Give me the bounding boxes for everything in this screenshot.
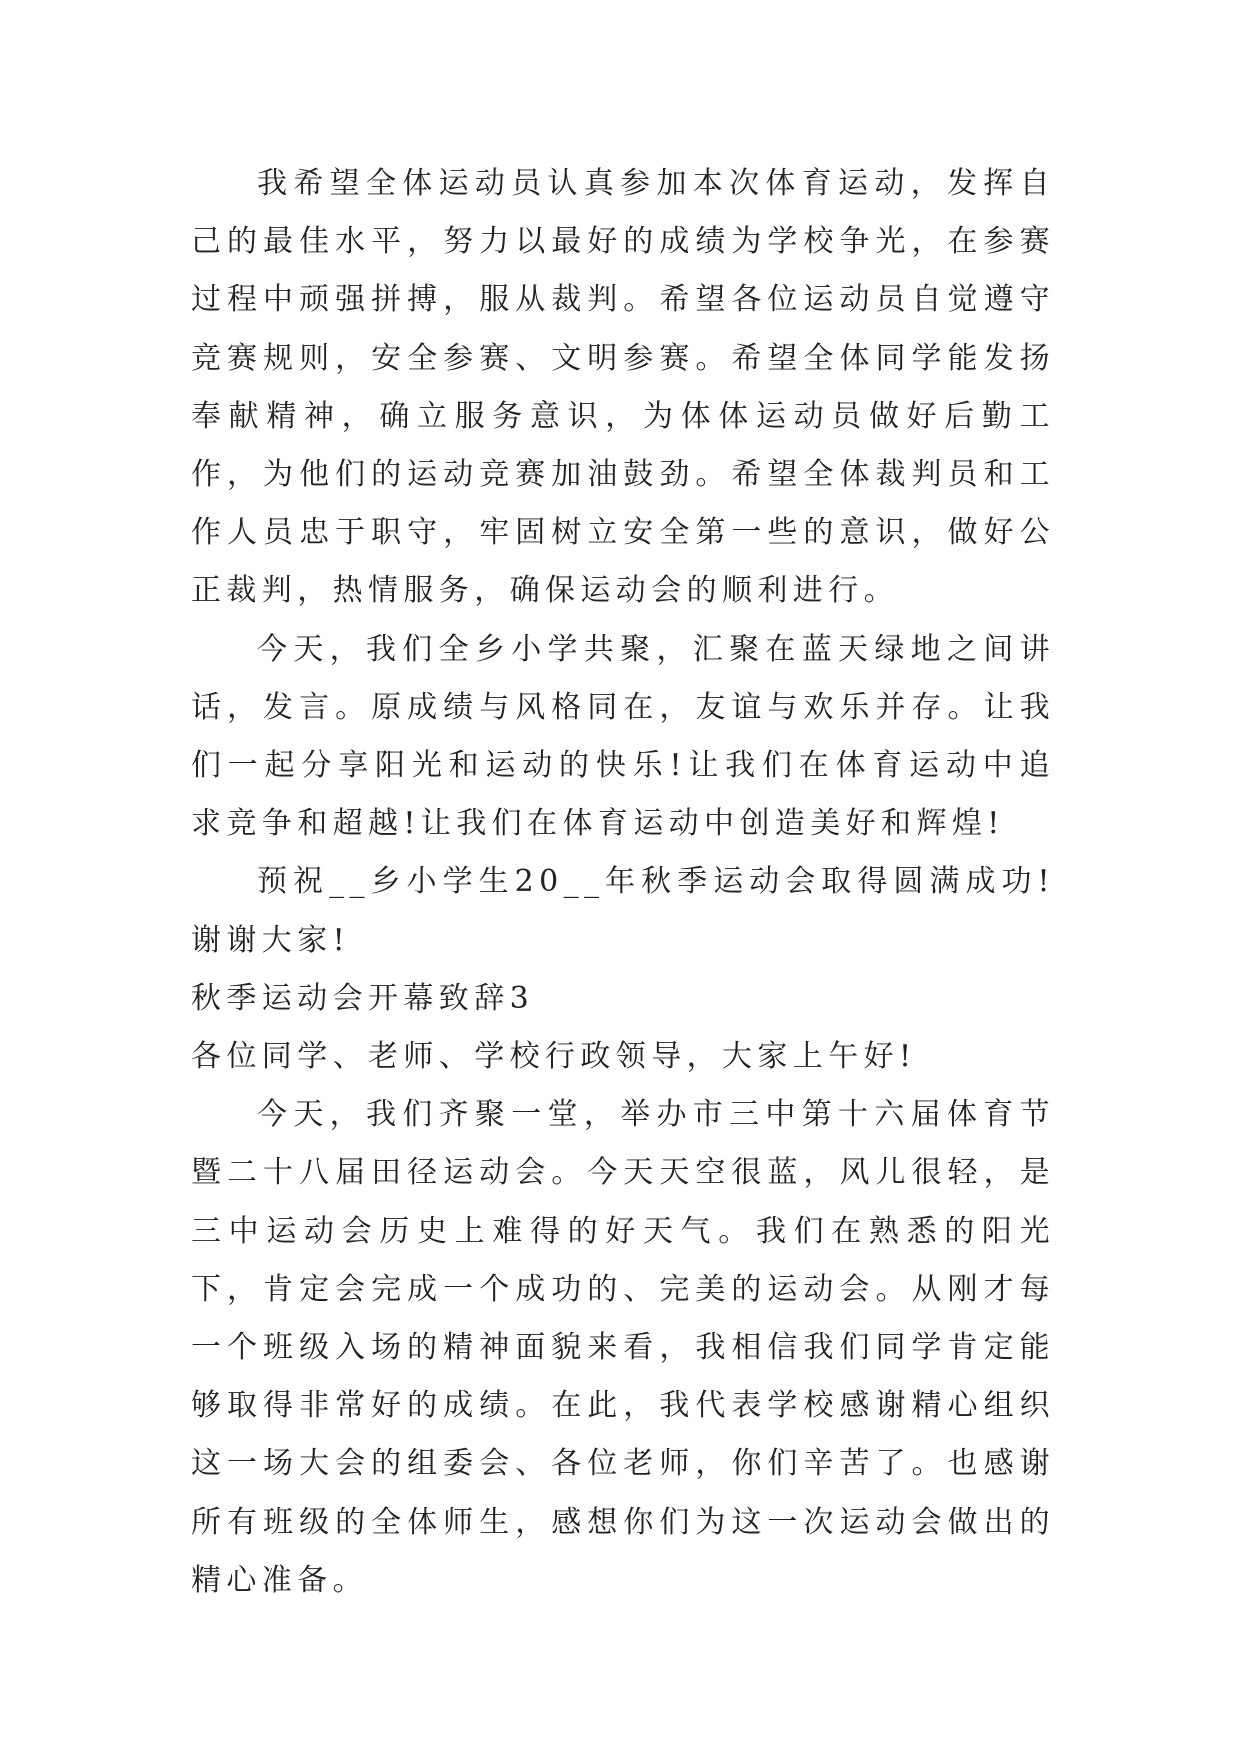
salutation: 各位同学、老师、学校行政领导，大家上午好! bbox=[191, 1039, 917, 1075]
paragraph-gathering: 今天，我们全乡小学共聚，汇聚在蓝天绿地之间讲话，发言。原成绩与风格同在，友谊与欢乐并存。让我们一起分享阳光和运动的快乐!让我们在体育运动中追求竞争和超越!让我们在体育运动中创造美好和辉煌! bbox=[191, 631, 1055, 842]
document-body bbox=[191, 155, 1055, 1610]
paragraph-wishes: 预祝__乡小学生20__年秋季运动会取得圆满成功!谢谢大家! bbox=[191, 864, 1055, 958]
paragraph-athlete-expectations: 我希望全体运动员认真参加本次体育运动，发挥自己的最佳水平，努力以最好的成绩为学校争光，在参赛过程中顽强拼搏，服从裁判。希望各位运动员自觉遵守竞赛规则，安全参赛、文明参赛。希望全体同学能发扬奉献精神，确立服务意识，为体体运动员做好后勤工作，为他们的运动竞赛加油鼓劲。希望全体裁判员和工作人员忠于职守，牢固树立安全第一些的意识，做好公正裁判，热情服务，确保运动会的顺利进行。 bbox=[191, 166, 1055, 609]
paragraph-opening-speech: 今天，我们齐聚一堂，举办市三中第十六届体育节暨二十八届田径运动会。今天天空很蓝，风儿很轻，是三中运动会历史上难得的好天气。我们在熟悉的阳光下，肯定会完成一个成功的、完美的运动会。从刚才每一个班级入场的精神面貌来看，我相信我们同学肯定能够取得非常好的成绩。在此，我代表学校感谢精心组织这一场大会的组委会、各位老师，你们辛苦了。也感谢所有班级的全体师生，感想你们为这一次运动会做出的精心准备。 bbox=[191, 1097, 1055, 1598]
section-heading: 秋季运动会开幕致辞3 bbox=[191, 980, 535, 1016]
